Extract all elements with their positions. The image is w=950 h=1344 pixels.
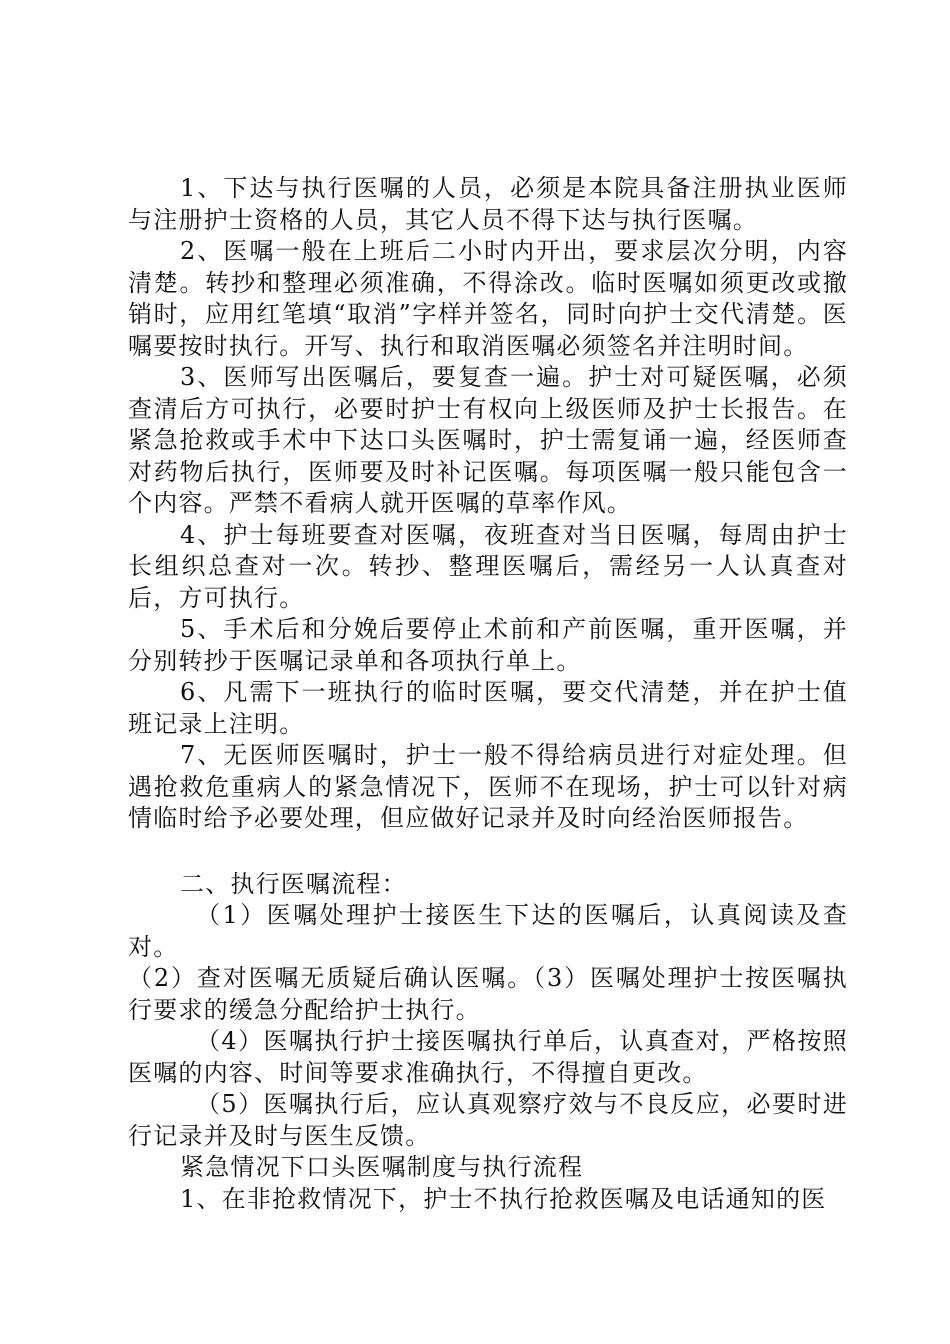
rule-paragraph-3: 3、医师写出医嘱后，要复查一遍。护士对可疑医嘱，必须查清后方可执行，必要时护士有权向上级医师及护士长报告。在紧急抢救或手术中下达口头医嘱时，护士需复诵一遍，经医师查对药物后执行，医师要及时补记医嘱。每项医嘱一般只能包含一个内容。严禁不看病人就开医嘱的草率作风。 [128, 363, 848, 517]
flow-step-1: （1）医嘱处理护士接医生下达的医嘱后，认真阅读及查对。 [128, 901, 848, 961]
flow-step-4: （4）医嘱执行护士接医嘱执行单后，认真查对，严格按照医嘱的内容、时间等要求准确执行，不得擅自更改。 [128, 1027, 848, 1087]
flow-step-5: （5）医嘱执行后，应认真观察疗效与不良反应，必要时进行记录并及时与医生反馈。 [128, 1090, 848, 1150]
rule-paragraph-6: 6、凡需下一班执行的临时医嘱，要交代清楚，并在护士值班记录上注明。 [128, 678, 848, 738]
rule-paragraph-1: 1、下达与执行医嘱的人员，必须是本院具备注册执业医师与注册护士资格的人员，其它人员不得下达与执行医嘱。 [128, 174, 848, 234]
rule-paragraph-7: 7、无医师医嘱时，护士一般不得给病员进行对症处理。但遇抢救危重病人的紧急情况下，医师不在现场，护士可以针对病情临时给予必要处理，但应做好记录并及时向经治医师报告。 [128, 741, 848, 832]
flow-step-2-3: （2）查对医嘱无质疑后确认医嘱。（3）医嘱处理护士按医嘱执行要求的缓急分配给护士执行。 [128, 964, 848, 1024]
rule-paragraph-4: 4、护士每班要查对医嘱，夜班查对当日医嘱，每周由护士长组织总查对一次。转抄、整理医嘱后，需经另一人认真查对后，方可执行。 [128, 520, 848, 612]
rule-paragraph-2: 2、医嘱一般在上班后二小时内开出，要求层次分明，内容清楚。转抄和整理必须准确，不得涂改。临时医嘱如须更改或撤销时，应用红笔填“取消”字样并签名，同时向护士交代清楚。医嘱要按时执行。开写、执行和取消医嘱必须签名并注明时间。 [128, 237, 848, 360]
section-heading: 二、执行医嘱流程： [180, 869, 407, 898]
emergency-paragraph-1: 1、在非抢救情况下，护士不执行抢救医嘱及电话通知的医 [180, 1184, 827, 1213]
rule-paragraph-5: 5、手术后和分娩后要停止术前和产前医嘱，重开医嘱，并分别转抄于医嘱记录单和各项执行单上。 [128, 615, 848, 675]
paragraph-gap [128, 835, 848, 869]
document-body [128, 173, 848, 1215]
sub-heading: 紧急情况下口头医嘱制度与执行流程 [180, 1153, 584, 1181]
